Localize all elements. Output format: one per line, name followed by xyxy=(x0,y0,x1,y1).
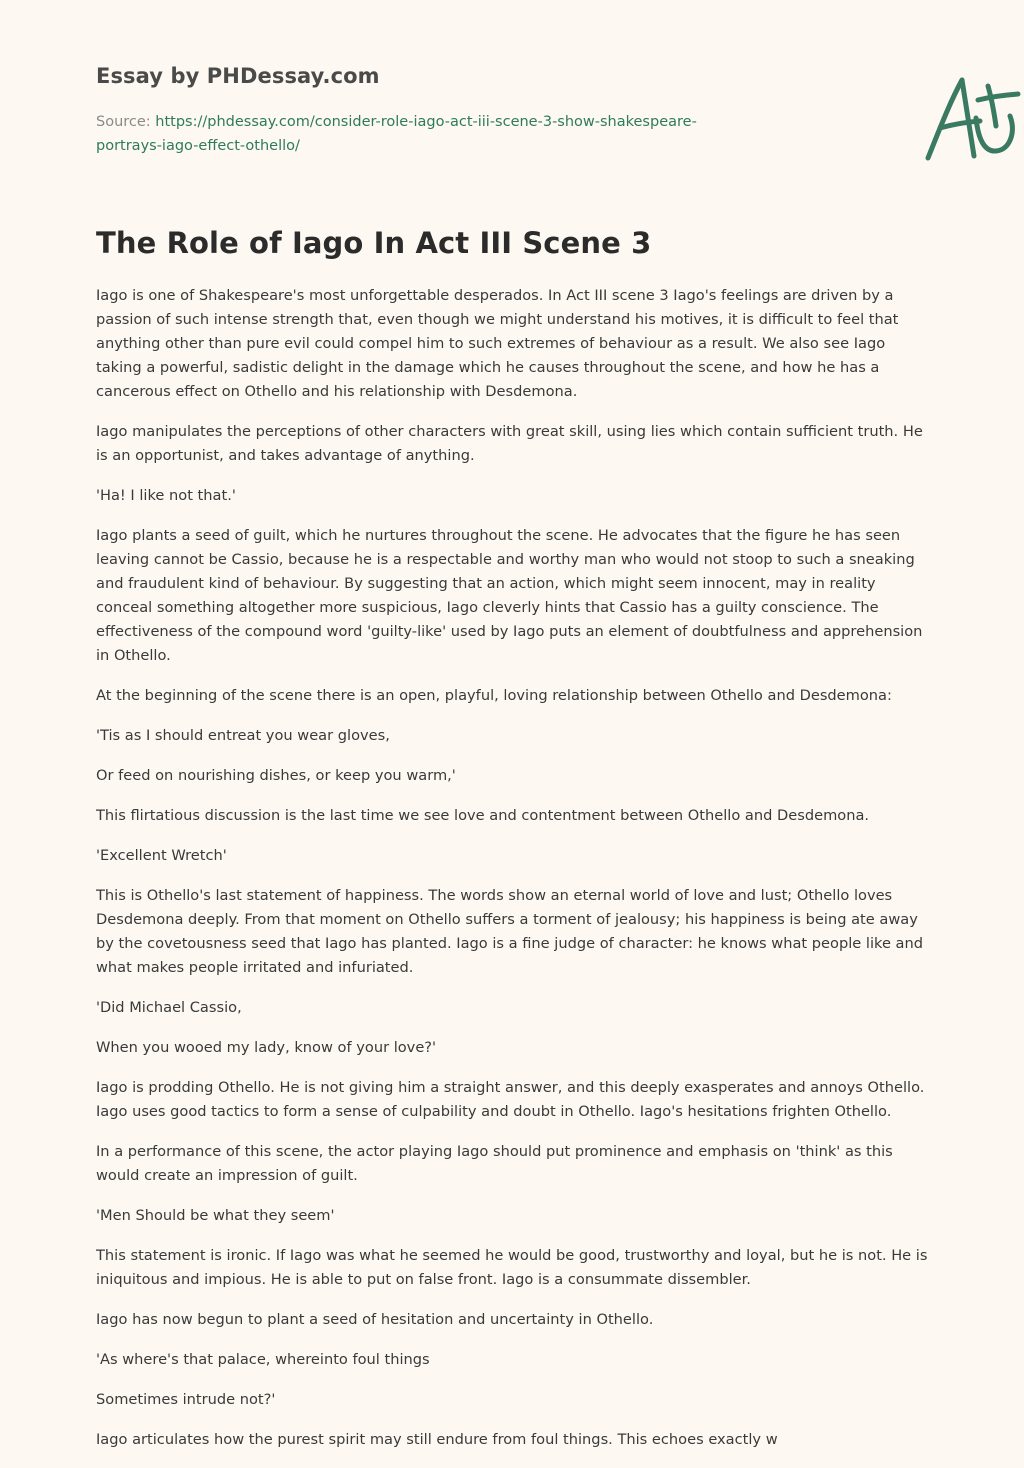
source-line xyxy=(96,110,756,158)
essay-body xyxy=(96,284,928,1468)
quote: Sometimes intrude not?' xyxy=(96,1391,276,1408)
paragraph: In a performance of this scene, the actor playing Iago should put prominence and emphasis on 'think' as this would create an impression of guilt. xyxy=(96,1143,893,1184)
source-link[interactable]: https://phdessay.com/consider-role-iago-act-iii-scene-3-show-shakespeare-portrays-iago-effect-othello/ xyxy=(96,114,697,154)
paragraph: This statement is ironic. If Iago was what he seemed he would be good, trustworthy and loyal, but he is not. He is iniquitous and impious. He is able to put on false front. Iago is a consummate dissembler. xyxy=(96,1247,928,1288)
paragraph: Iago manipulates the perceptions of other characters with great skill, using lies which contain sufficient truth. He is an opportunist, and takes advantage of anything. xyxy=(96,423,923,464)
paragraph: Iago plants a seed of guilt, which he nurtures throughout the scene. He advocates that the figure he has seen leaving cannot be Cassio, because he is a respectable and worthy man who would not stoop to such a sneaking and fraudulent kind of behaviour. By suggesting that an action, which might seem innocent, may in reality conceal something altogether more suspicious, Iago cleverly hints that Cassio has a guilty conscience. The effectiveness of the compound word 'guilty-like' used by Iago puts an element of doubtfulness and apprehension in Othello. xyxy=(96,527,923,664)
site-title: Essay by PHDessay.com xyxy=(96,64,380,88)
paragraph: This flirtatious discussion is the last time we see love and contentment between Othello and Desdemona. xyxy=(96,807,870,824)
a-plus-logo xyxy=(918,66,1024,170)
quote: 'Ha! I like not that.' xyxy=(96,487,236,504)
paragraph: Iago is one of Shakespeare's most unforgettable desperados. In Act III scene 3 Iago's feelings are driven by a passion of such intense strength that, even though we might understand his motives, it is difficult to feel that anything other than pure evil could compel him to such extremes of behaviour as a result. We also see Iago taking a powerful, sadistic delight in the damage which he causes throughout the scene, and how he has a cancerous effect on Othello and his relationship with Desdemona. xyxy=(96,287,899,400)
quote: 'As where's that palace, whereinto foul things xyxy=(96,1351,430,1368)
essay-title: The Role of Iago In Act III Scene 3 xyxy=(96,226,652,260)
paragraph: Iago articulates how the purest spirit may still endure from foul things. This echoes exactly w xyxy=(96,1431,778,1448)
quote: 'Tis as I should entreat you wear gloves, xyxy=(96,727,390,744)
a-plus-logo-icon xyxy=(918,66,1024,170)
quote: 'Did Michael Cassio, xyxy=(96,999,242,1016)
paragraph: This is Othello's last statement of happiness. The words show an eternal world of love and lust; Othello loves Desdemona deeply. From that moment on Othello suffers a torment of jealousy; his happiness is being ate away by the covetousness seed that Iago has planted. Iago is a fine judge of character: he knows what people like and what makes people irritated and infuriated. xyxy=(96,887,924,976)
paragraph: At the beginning of the scene there is an open, playful, loving relationship between Othello and Desdemona: xyxy=(96,687,892,704)
quote: Or feed on nourishing dishes, or keep you warm,' xyxy=(96,767,456,784)
quote: 'Men Should be what they seem' xyxy=(96,1207,335,1224)
paragraph: Iago has now begun to plant a seed of hesitation and uncertainty in Othello. xyxy=(96,1311,654,1328)
paragraph: Iago is prodding Othello. He is not giving him a straight answer, and this deeply exasperates and annoys Othello. Iago uses good tactics to form a sense of culpability and doubt in Othello. Iago's hesitations frighten Othello. xyxy=(96,1079,925,1120)
source-label: Source: xyxy=(96,114,151,130)
quote: When you wooed my lady, know of your love?' xyxy=(96,1039,437,1056)
quote: 'Excellent Wretch' xyxy=(96,847,227,864)
